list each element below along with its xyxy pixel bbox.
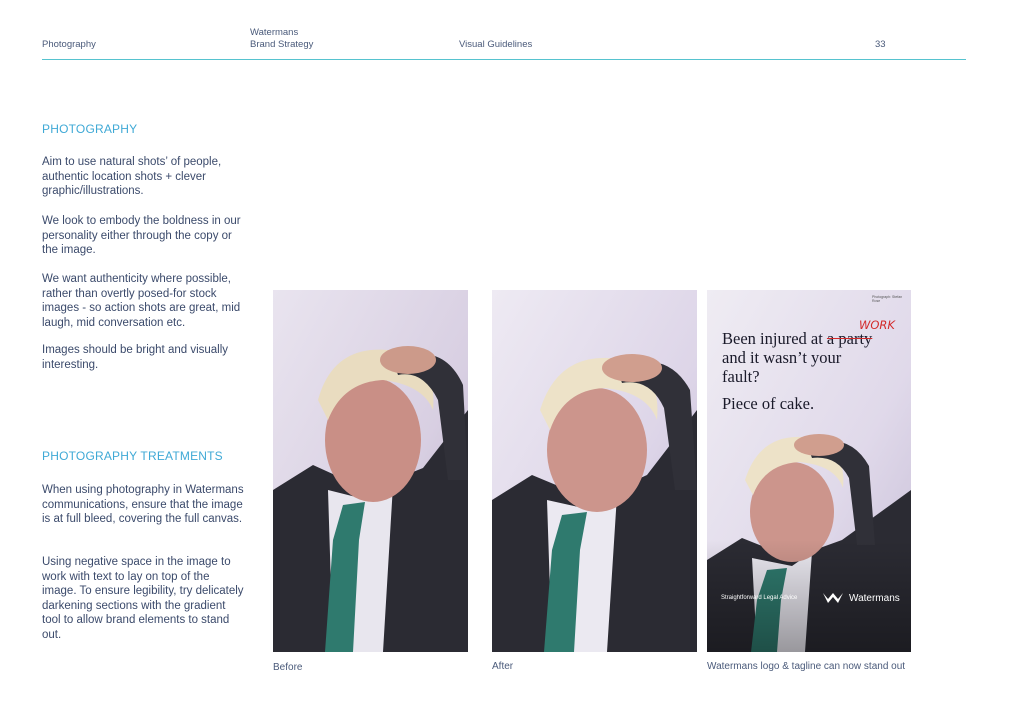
ad-headline-line2: and it wasn’t your	[722, 348, 842, 367]
photography-paragraph-3: We want authenticity where possible, rather than overtly posed-for stock images - so action shots are great, mid laugh, mid conversation etc.	[42, 273, 241, 329]
after-caption: After	[492, 661, 514, 672]
ad-headline-line3: fault?	[722, 367, 760, 386]
ad-handwritten-correction: WORK	[859, 318, 895, 332]
header-company-block	[250, 27, 313, 51]
before-photo	[273, 290, 468, 652]
photography-paragraph-2: We look to embody the boldness in our personality either through the copy or the image.	[42, 215, 241, 256]
ad-tagline: Straightforward Legal Advice	[721, 595, 798, 601]
photo-credit: Photograph: Stefan Rose	[872, 295, 903, 303]
ad-photo	[707, 290, 911, 652]
header-company-name: Watermans	[250, 27, 299, 38]
treatments-paragraph-2: Using negative space in the image to work with text to lay on top of the image. To ensure legibility, try delicately darkening sections with the gradient tool to allow brand elements to stand out.	[42, 556, 244, 641]
header-divider	[42, 59, 966, 60]
ad-logo-wordmark: Watermans	[849, 593, 900, 604]
header-section-label: Photography	[42, 39, 96, 50]
ad-subline: Piece of cake.	[722, 394, 815, 413]
ad-headline-start: Been injured at	[722, 329, 827, 348]
photography-heading: PHOTOGRAPHY	[42, 122, 138, 136]
photography-paragraph-1: Aim to use natural shots’ of people, authentic location shots + clever graphic/illustrations.	[42, 156, 222, 197]
treatments-heading: PHOTOGRAPHY TREATMENTS	[42, 449, 223, 463]
ad-caption: Watermans logo & tagline can now stand out	[707, 661, 906, 672]
after-photo	[492, 290, 697, 652]
ad-headline-struck: a party	[826, 329, 873, 348]
ad-headline-line1	[722, 329, 872, 349]
header-company-sub: Brand Strategy	[250, 39, 314, 50]
before-caption: Before	[273, 662, 303, 673]
page-number: 33	[875, 39, 886, 50]
header-doc-title: Visual Guidelines	[459, 39, 533, 50]
treatments-paragraph-1: When using photography in Watermans communications, ensure that the image is at full bleed, covering the full canvas.	[42, 484, 244, 525]
photography-paragraph-4: Images should be bright and visually interesting.	[42, 344, 229, 371]
